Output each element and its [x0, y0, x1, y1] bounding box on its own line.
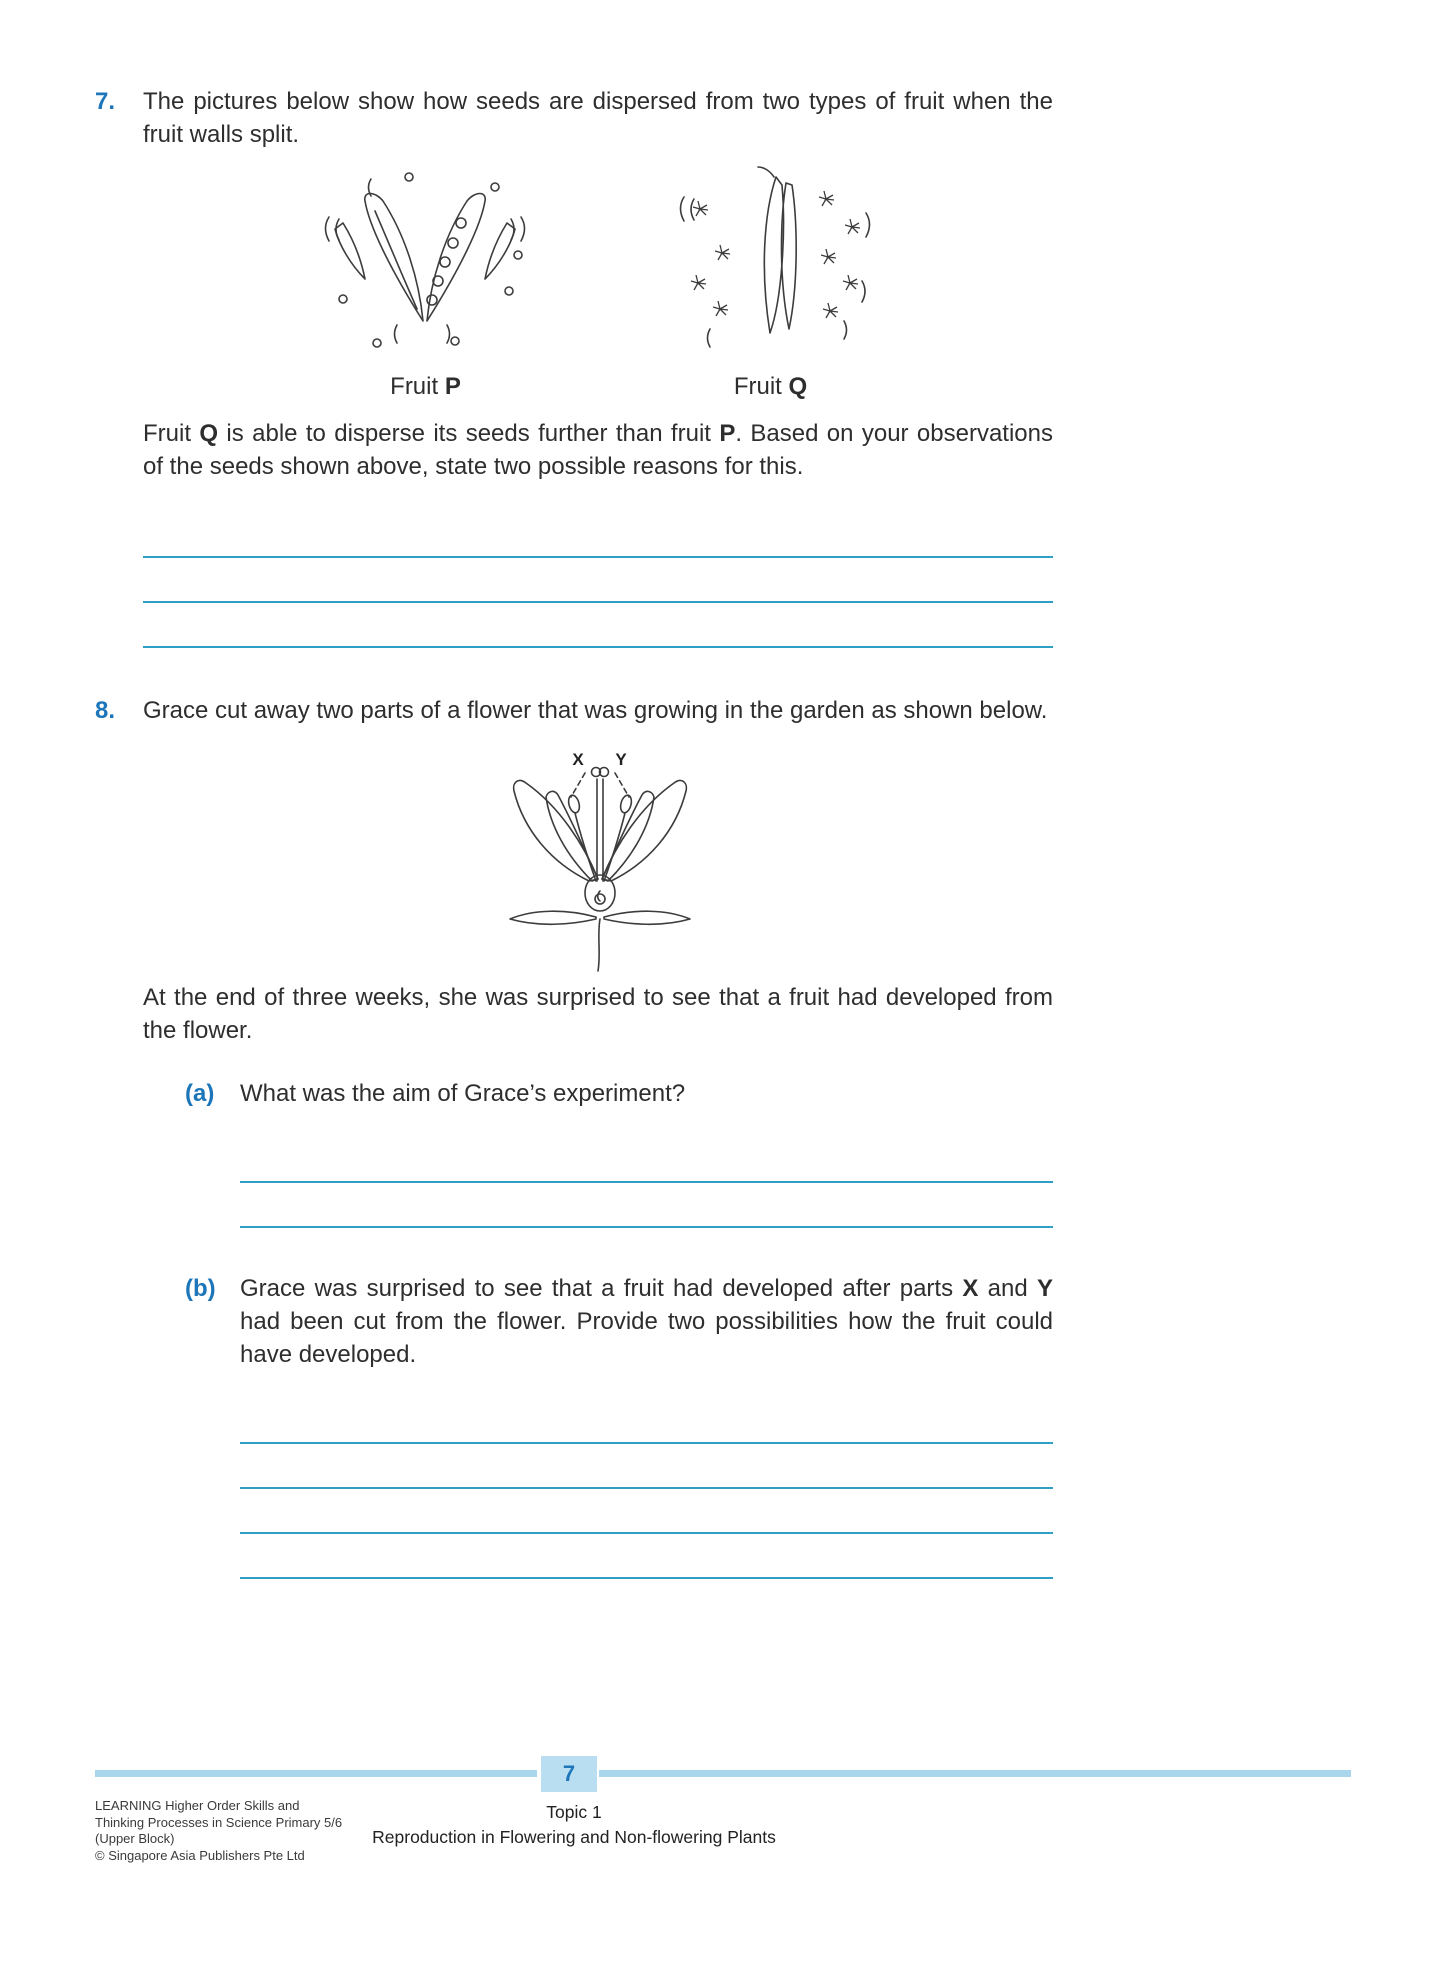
imprint-line: Thinking Processes in Science Primary 5/6: [95, 1814, 343, 1830]
q7-figures: [143, 161, 1053, 403]
answer-line: [240, 1534, 1053, 1579]
footer-rule-left: [95, 1770, 537, 1777]
q7-answer-lines: [143, 513, 1053, 648]
answer-line: [240, 1444, 1053, 1489]
footer-topic: [95, 1800, 1053, 1850]
footer-band: [95, 1756, 1351, 1792]
question-8: [95, 694, 1053, 1579]
question-8b: [185, 1272, 1053, 1371]
answer-line: [143, 603, 1053, 648]
answer-line: [240, 1399, 1053, 1444]
flower-figure: [143, 741, 1053, 973]
scattered-seeds-p: [339, 173, 522, 347]
question-7-intro: The pictures below show how seeds are dispersed from two types of fruit when the fruit walls split.: [143, 88, 1053, 148]
question-7-prompt: Fruit Q is able to disperse its seeds further than fruit P. Based on your observations of the seeds shown above, state two possible reasons for this.: [143, 420, 1053, 480]
page-number: 7: [562, 1761, 576, 1786]
flower-label-y: Y: [615, 750, 627, 769]
imprint-line: (Upper Block): [95, 1831, 175, 1846]
question-8a-text: What was the aim of Grace’s experiment?: [240, 1080, 686, 1107]
fruit-p-caption: Fruit P: [390, 373, 461, 400]
flower-illustration: [448, 741, 748, 973]
question-7: [95, 85, 1053, 648]
imprint-line: LEARNING Higher Order Skills and: [95, 1798, 300, 1813]
question-7-number: 7.: [95, 88, 116, 115]
question-8a: [185, 1077, 1053, 1110]
fruit-p-figure: [313, 161, 538, 403]
fruit-p-illustration: [313, 161, 538, 366]
page-number-box: [541, 1756, 597, 1792]
imprint-line: © Singapore Asia Publishers Pte Ltd: [95, 1847, 305, 1863]
fruit-q-figure: [658, 161, 883, 403]
footer-rule-right: [599, 1770, 1351, 1777]
answer-line: [240, 1138, 1053, 1183]
page-content: [95, 85, 1053, 1625]
question-8a-label: (a): [185, 1080, 215, 1107]
question-8b-label: (b): [185, 1275, 216, 1302]
answer-line: [240, 1183, 1053, 1228]
q8b-answer-lines: [240, 1399, 1053, 1579]
flower-label-x: X: [572, 750, 584, 769]
feathery-seeds-q: [691, 191, 860, 318]
question-8b-text: Grace was surprised to see that a fruit had developed after parts X and Y had been cut from the flower. Provide two possibilities how the fruit could have developed.: [240, 1275, 1053, 1368]
question-8-number: 8.: [95, 697, 116, 724]
answer-line: [143, 558, 1053, 603]
q8a-answer-lines: [240, 1138, 1053, 1228]
fruit-q-caption: Fruit Q: [733, 373, 808, 400]
topic-title: Reproduction in Flowering and Non-flowering Plants: [372, 1827, 776, 1847]
answer-line: [240, 1489, 1053, 1534]
answer-line: [143, 513, 1053, 558]
topic-label: Topic 1: [546, 1802, 602, 1822]
question-8-after: At the end of three weeks, she was surprised to see that a fruit had developed from the flower.: [143, 984, 1053, 1044]
question-8-intro: Grace cut away two parts of a flower that was growing in the garden as shown below.: [143, 697, 1048, 724]
fruit-q-illustration: [658, 161, 883, 366]
